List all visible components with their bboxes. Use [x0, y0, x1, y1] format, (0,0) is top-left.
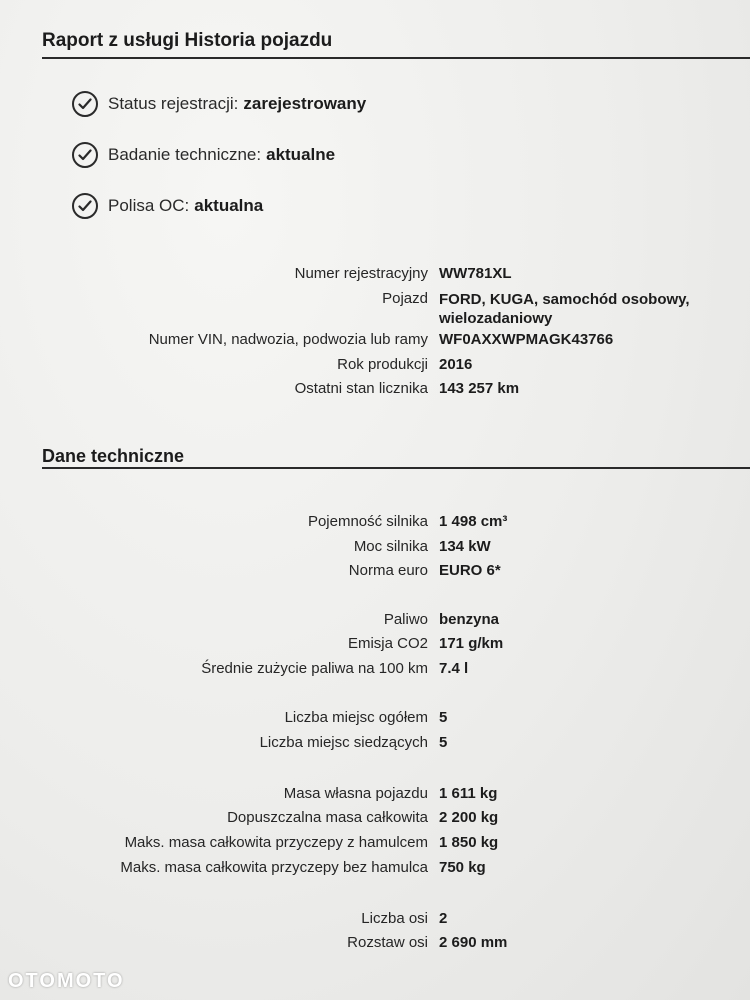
status-label: Status rejestracji: — [108, 94, 239, 113]
row-label: Maks. masa całkowita przyczepy z hamulcem — [124, 834, 428, 851]
row-value: 1 611 kg — [439, 785, 498, 802]
row-value: 750 kg — [439, 859, 486, 876]
row-label: Dopuszczalna masa całkowita — [227, 809, 428, 826]
row-label: Emisja CO2 — [347, 635, 428, 652]
check-circle-icon — [72, 193, 98, 219]
row-label: Średnie zużycie paliwa na 100 km — [201, 660, 428, 677]
row-label: Pojazd — [382, 290, 428, 307]
row-label: Liczba osi — [361, 910, 428, 927]
row-value: 143 257 km — [439, 380, 520, 397]
row-label: Ostatni stan licznika — [294, 380, 428, 397]
row-value: 2 — [439, 910, 448, 927]
report-title: Raport z usługi Historia pojazdu — [42, 30, 333, 51]
row-value: 1 850 kg — [439, 834, 499, 851]
row-label: Masa własna pojazdu — [283, 785, 428, 802]
status-label: Polisa OC: — [108, 196, 190, 215]
row-value: 7.4 l — [439, 660, 469, 677]
row-value: 134 kW — [439, 538, 491, 555]
row-value: WW781XL — [439, 265, 512, 282]
row-value: benzyna — [439, 611, 500, 628]
row-label: Rozstaw osi — [347, 934, 428, 951]
row-value: WF0AXXWPMAGK43766 — [439, 331, 614, 348]
check-circle-icon — [72, 91, 98, 117]
row-value: FORD, KUGA, samochód osobowy, wielozadaniowy — [439, 291, 690, 327]
row-label: Numer VIN, nadwozia, podwozia lub ramy — [148, 331, 428, 348]
row-label: Liczba miejsc ogółem — [284, 709, 428, 726]
row-value: 2 200 kg — [439, 809, 499, 826]
status-value: aktualna — [194, 196, 264, 215]
row-label: Pojemność silnika — [307, 513, 428, 530]
row-label: Maks. masa całkowita przyczepy bez hamulca — [120, 859, 428, 876]
status-inspection — [72, 139, 335, 171]
row-value: 5 — [439, 734, 448, 751]
row-label: Norma euro — [348, 562, 428, 579]
row-label: Rok produkcji — [337, 356, 428, 373]
row-label: Paliwo — [383, 611, 428, 628]
status-insurance — [72, 190, 263, 222]
row-value: 1 498 cm³ — [439, 513, 508, 530]
otomoto-logo: OTOMOTO — [8, 970, 125, 992]
row-label: Liczba miejsc siedzących — [259, 734, 428, 751]
row-value: 2 690 mm — [439, 934, 508, 951]
technical-title: Dane techniczne — [42, 446, 185, 466]
row-label: Moc silnika — [353, 538, 428, 555]
row-value: EURO 6* — [439, 562, 501, 579]
status-value: aktualne — [266, 145, 336, 164]
row-label: Numer rejestracyjny — [294, 265, 428, 282]
status-value: zarejestrowany — [243, 94, 367, 113]
row-value: 171 g/km — [439, 635, 504, 652]
check-circle-icon — [72, 142, 98, 168]
title-divider — [42, 57, 750, 59]
row-value: 2016 — [439, 356, 473, 373]
status-label: Badanie techniczne: — [108, 145, 262, 164]
status-registration — [72, 88, 366, 120]
row-value: 5 — [439, 709, 448, 726]
technical-divider — [42, 467, 750, 469]
